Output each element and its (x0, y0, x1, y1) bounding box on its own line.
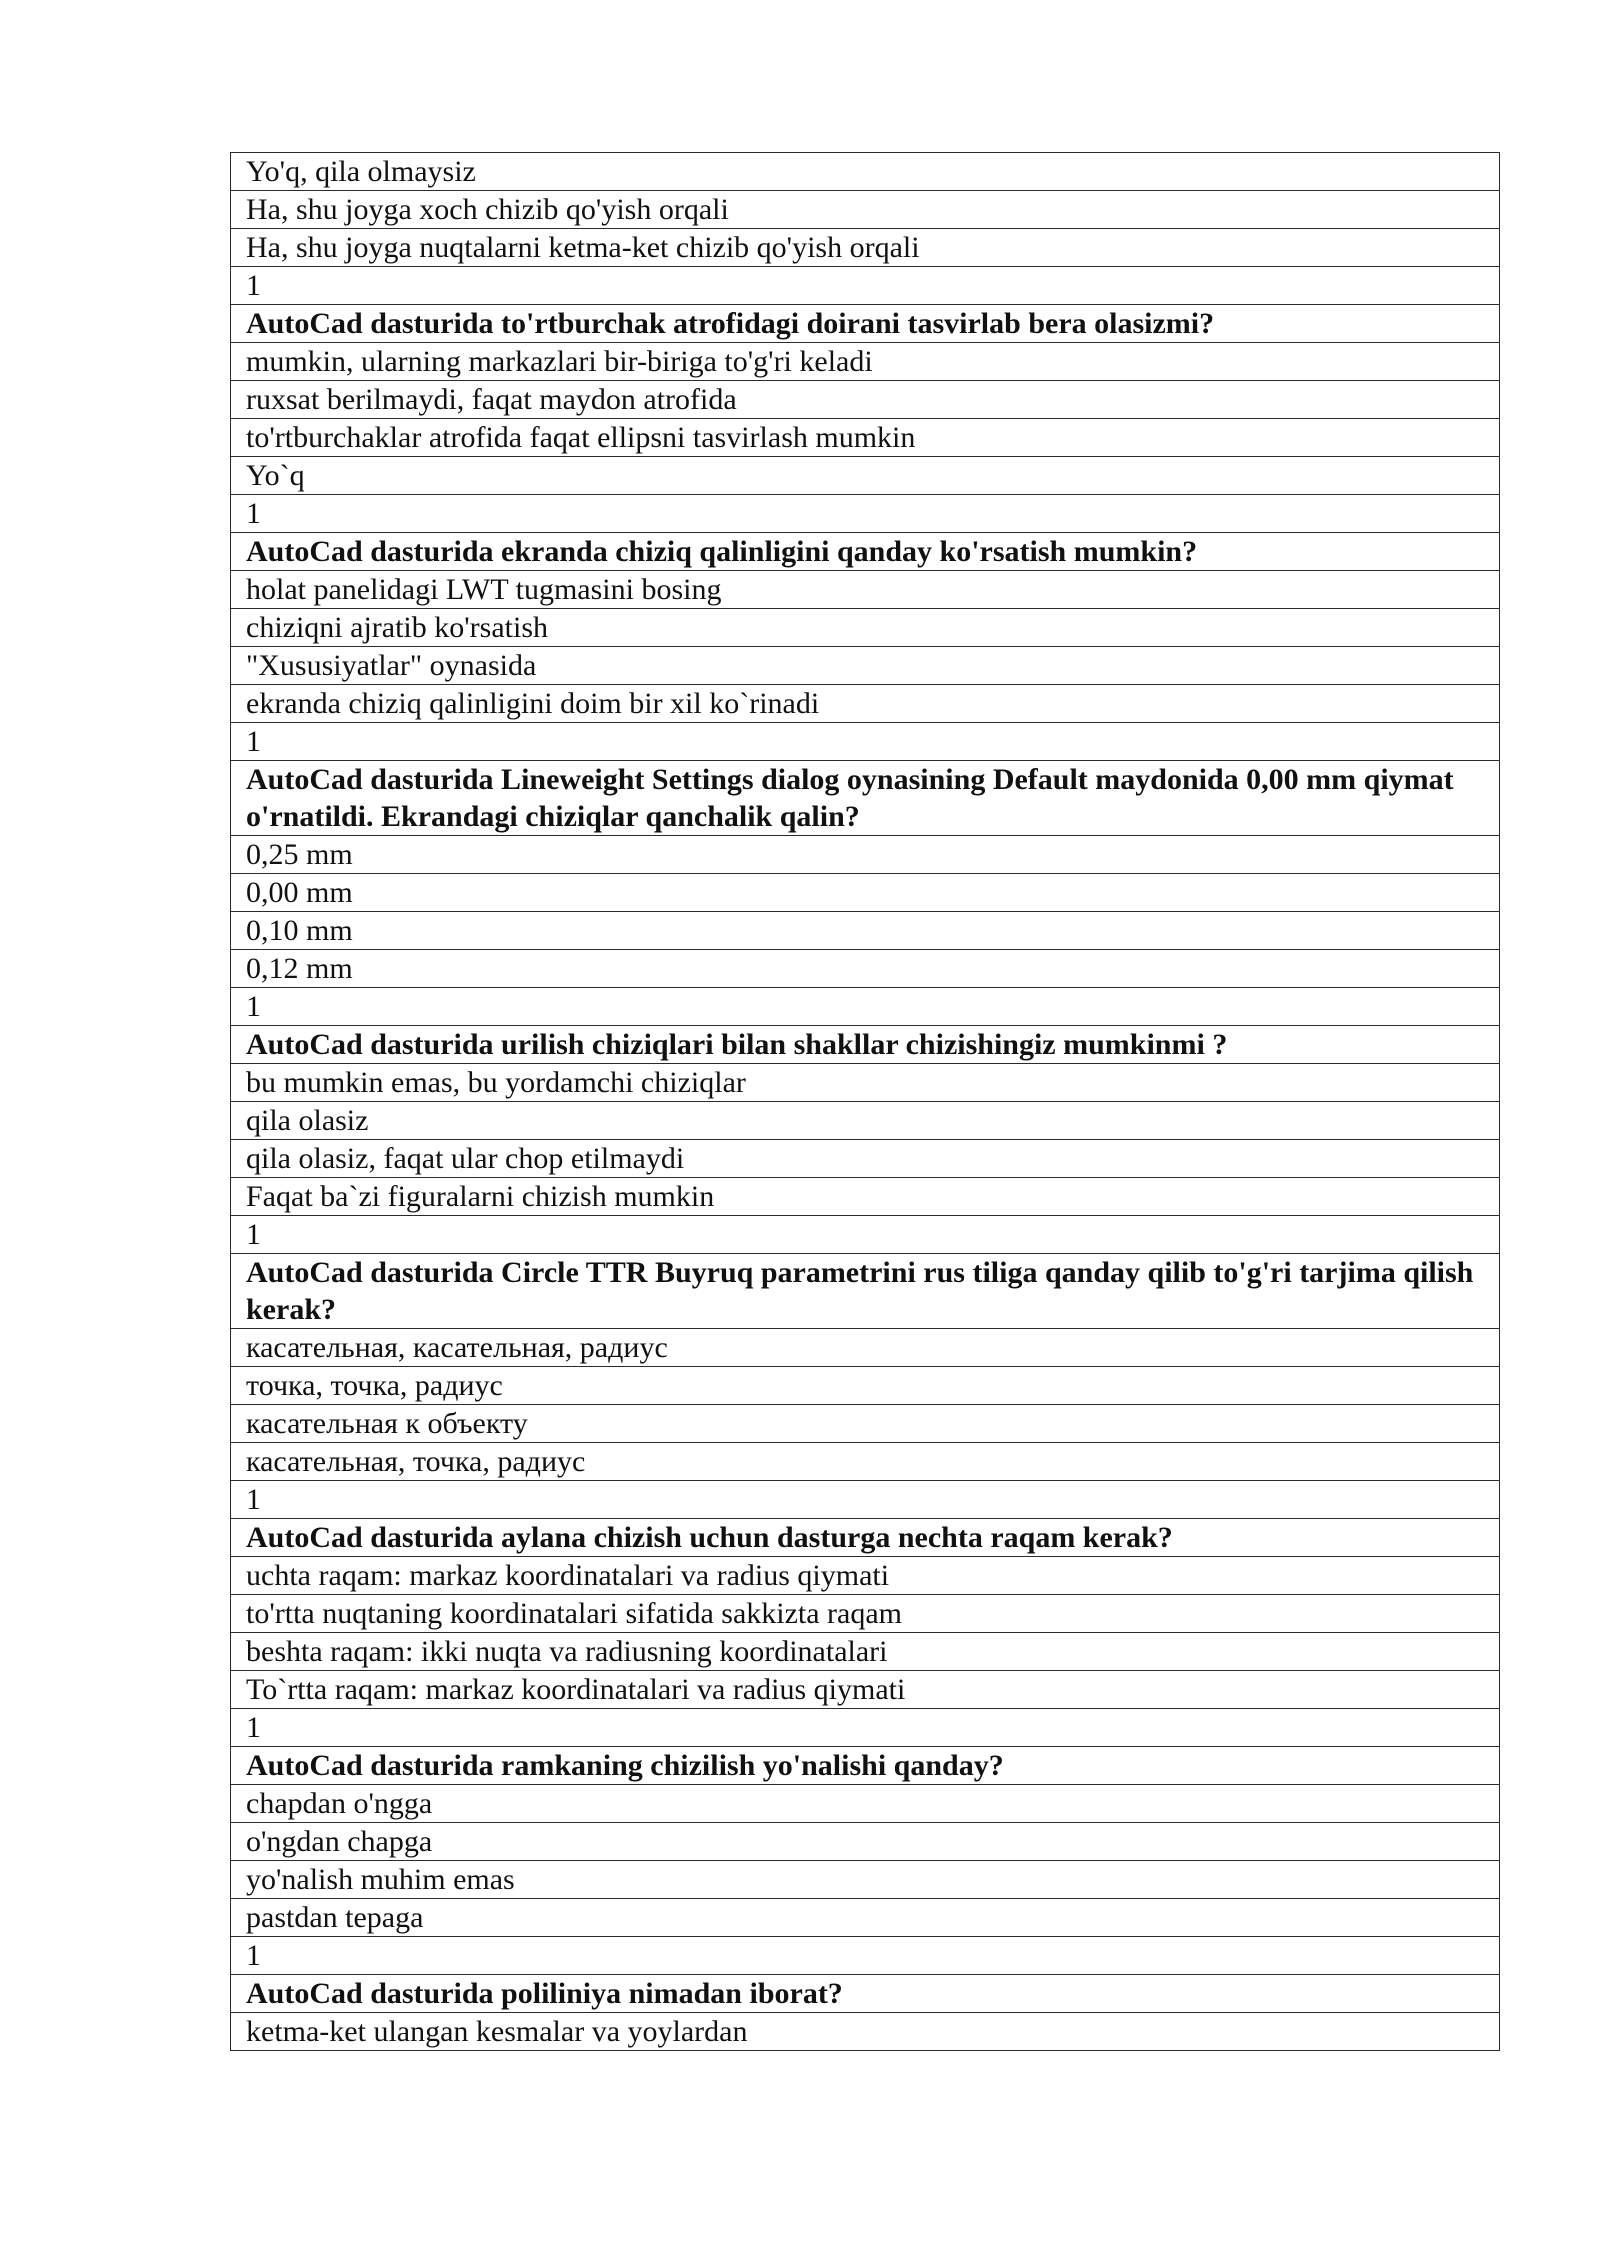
answer-option-text: 0,10 mm (231, 912, 1500, 950)
answer-row (231, 874, 1500, 912)
answer-option-text: "Xususiyatlar" oynasida (231, 647, 1500, 685)
question-text: AutoCad dasturida ramkaning chizilish yo'nalishi qanday? (231, 1747, 1500, 1785)
answer-option-text: yo'nalish muhim emas (231, 1861, 1500, 1899)
answer-row (231, 1633, 1500, 1671)
answer-row (231, 457, 1500, 495)
answer-option-text: Faqat ba`zi figuralarni chizish mumkin (231, 1178, 1500, 1216)
answer-row (231, 1785, 1500, 1823)
answer-option-text: касательная, точка, радиус (231, 1443, 1500, 1481)
answer-option-text: касательная к объекту (231, 1405, 1500, 1443)
answer-row (231, 343, 1500, 381)
answer-option-text: to'rtburchaklar atrofida faqat ellipsni tasvirlash mumkin (231, 419, 1500, 457)
score-row (231, 1481, 1500, 1519)
answer-row (231, 1140, 1500, 1178)
answer-row (231, 1102, 1500, 1140)
answer-option-text: chiziqni ajratib ko'rsatish (231, 609, 1500, 647)
question-text: AutoCad dasturida ekranda chiziq qalinligini qanday ko'rsatish mumkin? (231, 533, 1500, 571)
score-value: 1 (231, 267, 1500, 305)
answer-option-text: точка, точка, радиус (231, 1367, 1500, 1405)
answer-row (231, 2013, 1500, 2051)
answer-option-text: Yo`q (231, 457, 1500, 495)
question-table (230, 152, 1500, 2051)
answer-option-text: chapdan o'ngga (231, 1785, 1500, 1823)
answer-row (231, 1595, 1500, 1633)
question-row (231, 1026, 1500, 1064)
answer-row (231, 950, 1500, 988)
question-text: AutoCad dasturida Lineweight Settings dialog oynasining Default maydonida 0,00 mm qiymat o'rnatildi. Ekrandagi chiziqlar qanchalik qalin? (231, 761, 1500, 836)
question-row (231, 1975, 1500, 2013)
answer-row (231, 1671, 1500, 1709)
answer-option-text: Yo'q, qila olmaysiz (231, 153, 1500, 191)
answer-row (231, 381, 1500, 419)
question-text: AutoCad dasturida aylana chizish uchun dasturga nechta raqam kerak? (231, 1519, 1500, 1557)
answer-option-text: qila olasiz (231, 1102, 1500, 1140)
score-row (231, 988, 1500, 1026)
answer-option-text: 0,25 mm (231, 836, 1500, 874)
answer-option-text: 0,12 mm (231, 950, 1500, 988)
answer-row (231, 191, 1500, 229)
score-value: 1 (231, 1709, 1500, 1747)
answer-option-text: ruxsat berilmaydi, faqat maydon atrofida (231, 381, 1500, 419)
answer-option-text: beshta raqam: ikki nuqta va radiusning koordinatalari (231, 1633, 1500, 1671)
question-text: AutoCad dasturida to'rtburchak atrofidagi doirani tasvirlab bera olasizmi? (231, 305, 1500, 343)
answer-row (231, 1405, 1500, 1443)
score-value: 1 (231, 1937, 1500, 1975)
answer-row (231, 1178, 1500, 1216)
score-value: 1 (231, 988, 1500, 1026)
score-row (231, 723, 1500, 761)
answer-row (231, 419, 1500, 457)
score-row (231, 267, 1500, 305)
answer-row (231, 1899, 1500, 1937)
answer-row (231, 229, 1500, 267)
question-row (231, 1254, 1500, 1329)
score-row (231, 1709, 1500, 1747)
score-value: 1 (231, 1481, 1500, 1519)
question-row (231, 533, 1500, 571)
answer-option-text: Ha, shu joyga xoch chizib qo'yish orqali (231, 191, 1500, 229)
score-row (231, 1216, 1500, 1254)
answer-option-text: to'rtta nuqtaning koordinatalari sifatida sakkizta raqam (231, 1595, 1500, 1633)
answer-option-text: uchta raqam: markaz koordinatalari va radius qiymati (231, 1557, 1500, 1595)
answer-row (231, 1861, 1500, 1899)
score-row (231, 1937, 1500, 1975)
answer-option-text: qila olasiz, faqat ular chop etilmaydi (231, 1140, 1500, 1178)
answer-row (231, 836, 1500, 874)
answer-option-text: Ha, shu joyga nuqtalarni ketma-ket chizib qo'yish orqali (231, 229, 1500, 267)
answer-row (231, 647, 1500, 685)
question-text: AutoCad dasturida poliliniya nimadan iborat? (231, 1975, 1500, 2013)
answer-option-text: bu mumkin emas, bu yordamchi chiziqlar (231, 1064, 1500, 1102)
answer-row (231, 912, 1500, 950)
question-row (231, 305, 1500, 343)
answer-row (231, 685, 1500, 723)
answer-option-text: ekranda chiziq qalinligini doim bir xil ko`rinadi (231, 685, 1500, 723)
answer-row (231, 1064, 1500, 1102)
score-row (231, 495, 1500, 533)
question-table-body (231, 153, 1500, 2051)
answer-option-text: o'ngdan chapga (231, 1823, 1500, 1861)
answer-option-text: holat panelidagi LWT tugmasini bosing (231, 571, 1500, 609)
answer-option-text: mumkin, ularning markazlari bir-biriga to'g'ri keladi (231, 343, 1500, 381)
answer-option-text: касательная, касательная, радиус (231, 1329, 1500, 1367)
answer-row (231, 609, 1500, 647)
score-value: 1 (231, 495, 1500, 533)
answer-row (231, 1557, 1500, 1595)
answer-row (231, 1367, 1500, 1405)
question-text: AutoCad dasturida urilish chiziqlari bilan shakllar chizishingiz mumkinmi ? (231, 1026, 1500, 1064)
answer-row (231, 153, 1500, 191)
answer-row (231, 1329, 1500, 1367)
answer-row (231, 1443, 1500, 1481)
question-text: AutoCad dasturida Circle TTR Buyruq parametrini rus tiliga qanday qilib to'g'ri tarjima qilish kerak? (231, 1254, 1500, 1329)
question-row (231, 1519, 1500, 1557)
answer-option-text: 0,00 mm (231, 874, 1500, 912)
score-value: 1 (231, 723, 1500, 761)
question-row (231, 1747, 1500, 1785)
answer-option-text: ketma-ket ulangan kesmalar va yoylardan (231, 2013, 1500, 2051)
score-value: 1 (231, 1216, 1500, 1254)
answer-row (231, 1823, 1500, 1861)
answer-row (231, 571, 1500, 609)
question-row (231, 761, 1500, 836)
answer-option-text: pastdan tepaga (231, 1899, 1500, 1937)
answer-option-text: To`rtta raqam: markaz koordinatalari va radius qiymati (231, 1671, 1500, 1709)
